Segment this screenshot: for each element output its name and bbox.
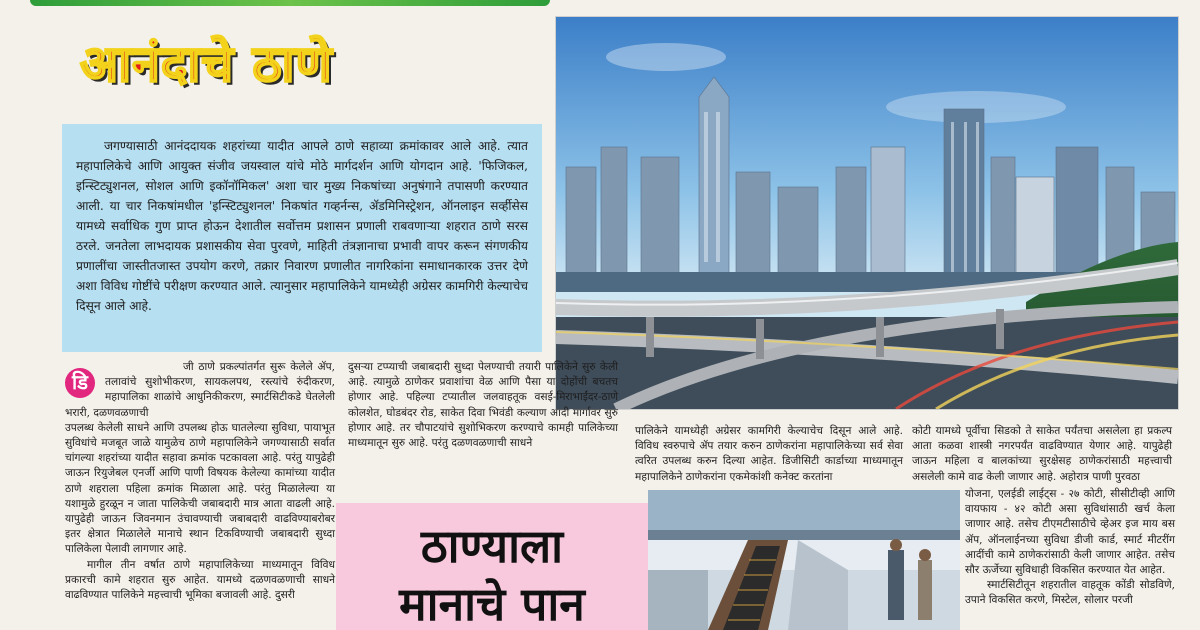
column-4b-text: योजना, एलईडी लाईट्स - २७ कोटी, सीसीटीव्ही आणि वायफाय - ४२ कोटी असा सुविधांसाठी खर्च केला जाणार आहे. तसेच टीएमटीसाठीचे व्हेअर इज माय बस ॲप, ऑनलाईनच्या सुविधा डीजी कार्ड, स्मार्ट मीटरींग आदींची कामे ठाणेकरांसाठी केली जाणार आहेत. तसेच सौर ऊर्जेच्या सुविधाही विकसित करण्यात येत आहेत. (965, 488, 1175, 577)
column-3 (635, 424, 903, 485)
subheadline-box (336, 503, 648, 630)
subheadline-line-2: मानाचे पान (399, 577, 585, 630)
column-1-para-2: मागील तीन वर्षात ठाणे महापालिकेच्या माध्यमातून विविध प्रकारची कामे शहरात सुरु आहेत. यामध्ये दळणवळणाची साधने वाढविण्यात पालिकेने महत्त्वाची भूमिका बजावली आहे. दुसरी (65, 558, 335, 602)
intro-box (62, 124, 542, 352)
column-4c-text: स्मार्टसिटीतून शहरातील वाहतूक कोंडी सोडविणे, उपाने विकसित करणे, मिस्टेल, सोलार परजी (965, 579, 1175, 607)
city-skyline-illustration (556, 17, 1178, 409)
escalator-illustration (648, 490, 960, 630)
column-2 (348, 360, 618, 451)
column-4 (912, 424, 1172, 485)
header-decor-stripe (30, 0, 550, 6)
column-2-text: दुसऱ्या टप्प्याची जबाबदारी सुध्दा पेलण्याची तयारी पालिकेने सुरु केली आहे. त्यामुळे ठाणेकर प्रवाशांचा वेळ आणि पैसा या दोहोंची बचतच होणार आहे. पहिल्या टप्यातील जलवाहतूक वसई-मिराभाईंदर-ठाणे कोलशेत, घोडबंदर रोड, साकेत दिवा भिवंडी कल्याण आदी मार्गावर सुरु होणार आहे. तर चौपाटयांचे सुशोभिकरण करण्याचे कामही पालिकेच्या माध्यमातून सुरु आहे. परंतु दळणवळणाची साधने (348, 361, 618, 450)
intro-text: जगण्यासाठी आनंददायक शहरांच्या यादीत आपले ठाणे सहाव्या क्रमांकावर आले आहे. त्यात महापालिकेचे आणि आयुक्त संजीव जयस्वाल यांचे मोठे मार्गदर्शन आणि योगदान आहे. 'फिजिकल, इन्स्टिट्युशनल, सोशल आणि इकॉनॉमिकल' अशा चार मुख्य निकषांच्या अनुषंगाने तपासणी करण्यात आली. या चार निकषांमधील 'इन्स्टिट्युशनल' निकषांत गव्हर्नन्स, ॲडमिनिस्ट्रेशन, ऑनलाइन सर्व्हीसेस यामध्ये सर्वाधिक गुण प्राप्त होऊन देशातील सर्वोत्तम प्रशासन प्रणाली राबवणाऱ्या शहरात ठाणे सरस ठरले. जनतेला लाभदायक प्रशासकीय सेवा पुरवणे, माहिती तंत्रज्ञानाचा प्रभावी वापर करून संगणकीय प्रणालींचा जास्तीतजास्त उपयोग करणे, तक्रार निवारण प्रणालीत नागरिकांना समाधानकारक उत्तर देणे अशा विविध गोष्टींचे परीक्षण करण्यात आले. त्यानुसार महापालिकेने यामध्येही अग्रेसर कामगिरी केल्याचेच दिसून आले आहे. (76, 139, 528, 313)
column-1-text: उपलब्ध केलेली साधने आणि उपलब्ध होऊ घातलेल्या सुविधा, पायाभूत सुविधांचे मजबूत जाळे यामुळेच ठाणे महापालिकेने जगण्यासाठी सर्वात चांगल्या शहरांच्या यादीत सहावा क्रमांक पटकावला आहे. परंतु यापुढेही जाऊन रियुजेबल एनर्जी आणि पाणी विषयक केलेल्या कामांच्या यादीत ठाणे शहराला पहिला क्रमांक मिळाला आहे. परंतु मिळालेल्या या यशामुळे हुरळून न जाता पालिकेची जबाबदारी मात्र आता वाढली आहे. यापुढेही जाऊन जिवनमान उंचावण्याची जबाबदारी वाढविण्याबरोबर इतर क्षेत्रात मिळालेले मानाचे स्थान टिकविण्याची जबाबदारी सुध्दा पालिकेला पेलावी लागणार आहे. (65, 421, 335, 556)
subheadline-line-1: ठाण्याला (420, 519, 564, 573)
column-4-text: कोटी यामध्ये पूर्वीचा सिडको ते साकेत पर्यंतचा असलेला हा प्रकल्प आता कळवा शास्त्री नगरपर्यंत वाढविण्यात येणार आहे. यापुढेही जाऊन महिला व बालकांच्या सुरक्षेसह ठाणेकरांसाठी महत्त्वाची असलेली कामे वाढ केली जाणार आहे. अहोरात्र पाणी पुरवठा (912, 425, 1172, 483)
column-4-continued (965, 487, 1175, 609)
column-3-text: पालिकेने यामध्येही अग्रेसर कामगिरी केल्याचेच दिसून आले आहे. विविध स्वरुपाचे ॲप तयार करुन ठाणेकरांना महापालिकेच्या सर्व सेवा त्वरित उपलब्ध करुन दिल्या आहेत. डिजीसिटी कार्डाच्या माध्यमातून महापालिकेने ठाणेकरांना एकमेकांशी कनेक्ट करतांना (635, 425, 903, 483)
column-1-lead: जी ठाणे प्रकल्पांतर्गत सुरू केलेले ॲप, तलावांचे सुशोभीकरण, सायकलपथ, रस्त्यांचे रुंदीकरण, महापालिका शाळांचे आधुनिकीकरण, स्मार्टसिटीकडे घेतलेली भरारी, दळणवळणाची (65, 361, 335, 419)
escalator-photo (648, 490, 960, 630)
city-skyline-photo (555, 16, 1179, 410)
column-1 (65, 360, 335, 603)
subheadline (336, 517, 648, 630)
headline: आनंदाचे ठाणे (80, 35, 333, 93)
dropcap: डि (65, 368, 95, 398)
